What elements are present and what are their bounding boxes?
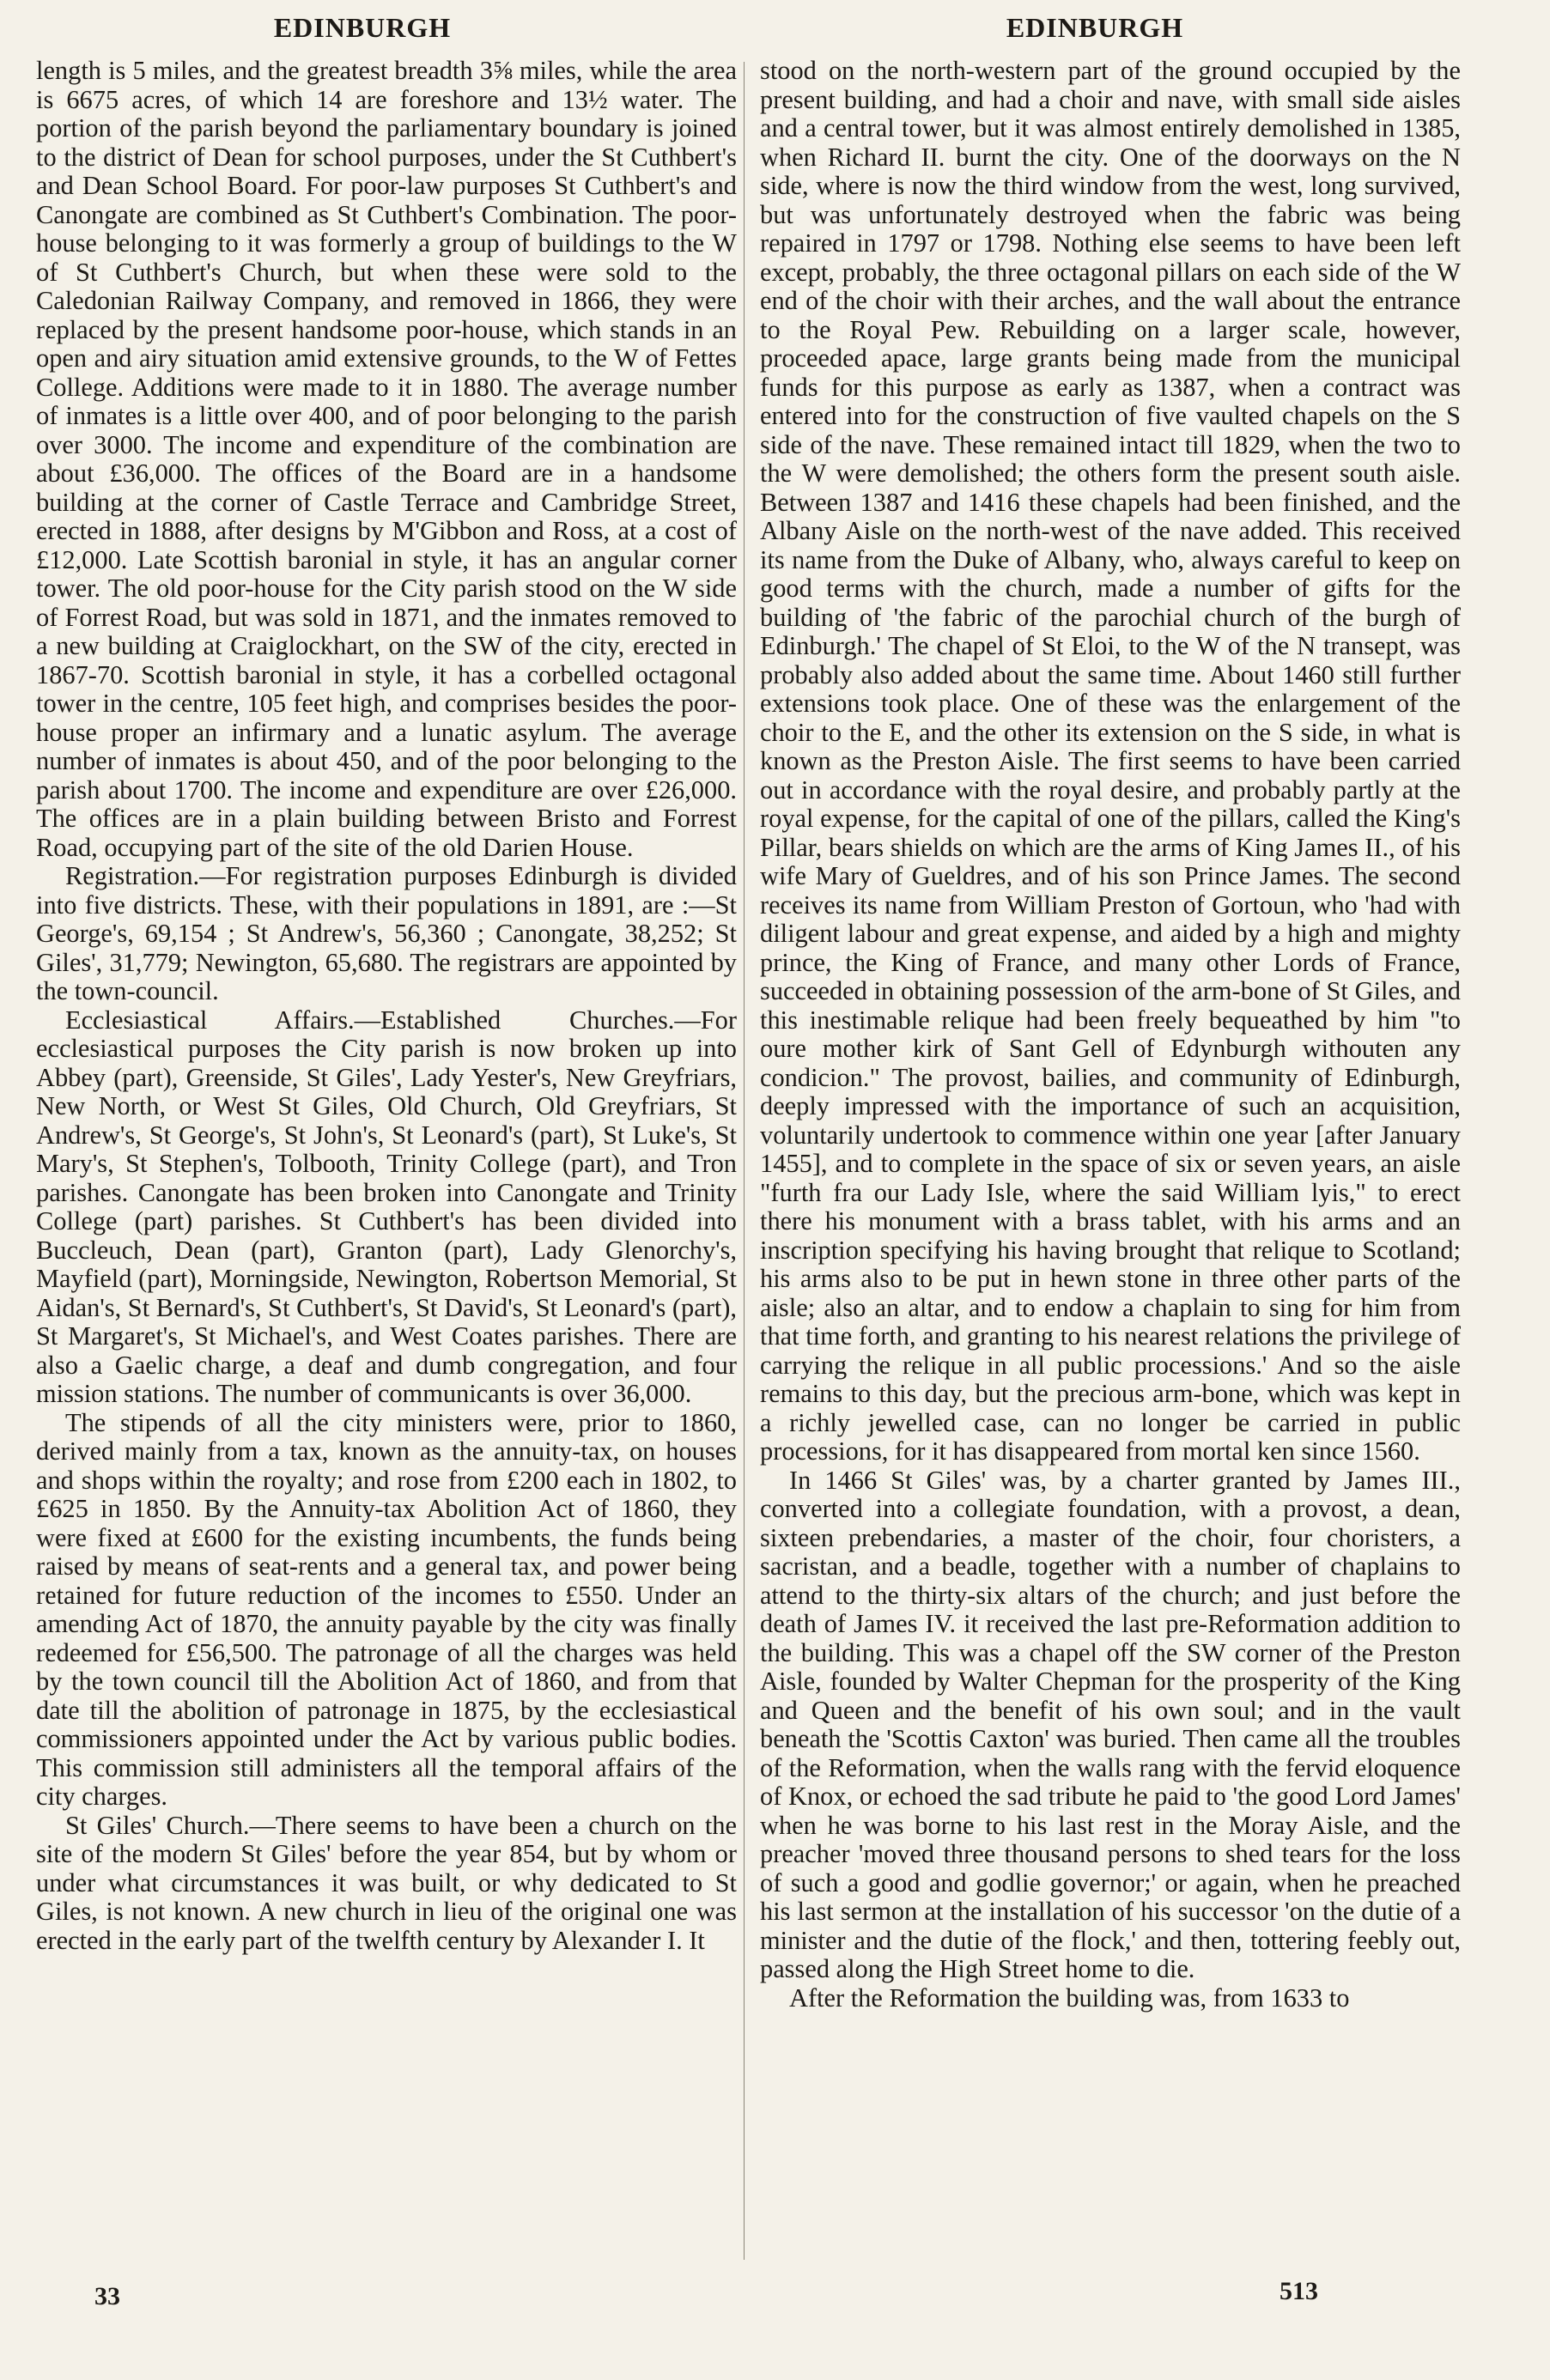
paragraph-registration: Registration.—For registration purposes Edinburgh is divided into five districts. These, with their populations in 1891, are :—St George's, 69,154 ; St Andrew's, 56,360 ; Canongate, 38,252; St Giles', 31,779; Newington, 65,680. The registrars are appointed by the town-council. <box>36 861 737 1005</box>
right-column <box>760 57 1461 2013</box>
paragraph-poor-law: length is 5 miles, and the greatest breadth 3⅝ miles, while the area is 6675 acres, of which 14 are foreshore and 13½ water. The portion of the parish beyond the parliamentary boundary is joined to the district of Dean for school purposes, under the St Cuthbert's and Dean School Board. For poor-law purposes St Cuthbert's and Canongate are combined as St Cuthbert's Combination. The poor-house belonging to it was formerly a group of buildings to the W of St Cuthbert's Church, but when these were sold to the Caledonian Railway Company, and removed in 1866, they were replaced by the present handsome poor-house, which stands in an open and airy situation amid extensive grounds, to the W of Fettes College. Additions were made to it in 1880. The average number of inmates is a little over 400, and of poor belonging to the parish over 3000. The income and expenditure of the combination are about £36,000. The offices of the Board are in a handsome building at the corner of Castle Terrace and Cambridge Street, erected in 1888, after designs by M'Gibbon and Ross, at a cost of £12,000. Late Scottish baronial in style, it has an angular corner tower. The old poor-house for the City parish stood on the W side of Forrest Road, but was sold in 1871, and the inmates removed to a new building at Craiglockhart, on the SW of the city, erected in 1867-70. Scottish baronial in style, it has a corbelled octagonal tower in the centre, 105 feet high, and comprises besides the poor-house proper an infirmary and a lunatic asylum. The average number of inmates is about 450, and of the poor belonging to the parish about 1700. The income and expenditure are over £26,000. The offices are in a plain building between Bristo and Forrest Road, occupying part of the site of the old Darien House. <box>36 56 737 862</box>
left-column <box>36 57 737 1955</box>
paragraph-rebuilding: stood on the north-western part of the ground occupied by the present building, and had a choir and nave, with small side aisles and a central tower, but it was almost entirely demolished in 1385, when Richard II. burnt the city. One of the doorways on the N side, where is now the third window from the west, long survived, but was unfortunately destroyed when the fabric was being repaired in 1797 or 1798. Nothing else seems to have been left except, probably, the three octagonal pillars on each side of the W end of the choir with their arches, and the wall about the entrance to the Royal Pew. Rebuilding on a larger scale, however, proceeded apace, large grants being made from the municipal funds for this purpose as early as 1387, when a contract was entered into for the construction of five vaulted chapels on the S side of the nave. These remained intact till 1829, when the two to the W were demolished; the others form the present south aisle. Between 1387 and 1416 these chapels had been finished, and the Albany Aisle on the north-west of the nave added. This received its name from the Duke of Albany, who, always careful to keep on good terms with the church, made a number of gifts for the building of 'the fabric of the parochial church of the burgh of Edinburgh.' The chapel of St Eloi, to the W of the N transept, was probably also added about the same time. About 1460 still further extensions took place. One of these was the enlargement of the choir to the E, and the other its extension on the S side, in what is known as the Preston Aisle. The first seems to have been carried out in accordance with the royal desire, and probably partly at the royal expense, for the capital of one of the pillars, called the King's Pillar, bears shields on which are the arms of King James II., of his wife Mary of Gueldres, and of his son Prince James. The second receives its name from William Preston of Gortoun, who 'had with diligent labour and great expense, and aided by a high and mighty prince, the King of France, and many other Lords of France, succeeded in obtaining possession of the arm-bone of St Giles, and this inestimable relique had been freely bequeathed by him "to oure mother kirk of Sant Gell of Edynburgh withouten any condicion." The provost, bailies, and community of Edinburgh, deeply impressed with the importance of such an acquisition, voluntarily undertook to commence within one year [after January 1455], and to complete in the space of six or seven years, an aisle "furth fra our Lady Isle, where the said William lyis," to erect there his monument with a brass tablet, with his arms and an inscription specifying his having brought that relique to Scotland; his arms also to be put in hewn stone in three other parts of the aisle; also an altar, and to endow a chaplain to sing for him from that time forth, and granting to his nearest relations the privilege of carrying the relique in all public processions.' And so the aisle remains to this day, but the precious arm-bone, which was kept in a richly jewelled case, can no longer be carried in public processions, for it has disappeared from mortal ken since 1560. <box>760 56 1461 1466</box>
paragraph-after-reformation: After the Reformation the building was, from 1633 to <box>789 1982 1350 2013</box>
paragraph-collegiate: In 1466 St Giles' was, by a charter granted by James III., converted into a collegiate foundation, with a provost, a dean, sixteen prebendaries, a master of the choir, four choristers, a sacristan, and a beadle, together with a number of chaplains to attend to the thirty-six altars of the church; and just before the death of James IV. it received the last pre-Reformation addition to the building. This was a chapel off the SW corner of the Preston Aisle, founded by Walter Chepman for the prosperity of the King and Queen and the benefit of his own soul; and in the vault beneath the 'Scottis Caxton' was buried. Then came all the troubles of the Reformation, when the walls rang with the fervid eloquence of Knox, or echoed the sad tribute he paid to 'the good Lord James' when he was borne to his last rest in the Moray Aisle, and the preacher 'moved three thousand persons to shed tears for the loss of such a good and godlie governor;' or again, when he preached his last sermon at the installation of his successor 'on the dutie of a minister and the dutie of the flock,' and then, tottering feebly out, passed along the High Street home to die. <box>760 1465 1461 1983</box>
page-number: 513 <box>1280 2277 1318 2305</box>
paragraph-stipends: The stipends of all the city ministers were, prior to 1860, derived mainly from a tax, known as the annuity-tax, on houses and shops within the royalty; and rose from £200 each in 1802, to £625 in 1850. By the Annuity-tax Abolition Act of 1860, they were fixed at £600 for the existing incumbents, the funds being raised by means of seat-rents and a general tax, and power being retained for future reduction of the incomes to £550. Under an amending Act of 1870, the annuity payable by the city was finally redeemed for £56,500. The patronage of all the charges was held by the town council till the Abolition Act of 1860, and from that date till the abolition of patronage in 1875, by the ecclesiastical commissioners appointed under the Act by various public bodies. This commission still administers all the temporal affairs of the city charges. <box>36 1407 737 1811</box>
paragraph-st-giles: St Giles' Church.—There seems to have been a church on the site of the modern St Giles' before the year 854, but by whom or under what circumstances it was built, or why dedicated to St Giles, is not known. A new church in lieu of the original one was erected in the early part of the twelfth century by Alexander I. It <box>36 1810 737 1955</box>
signature-mark: 33 <box>94 2282 120 2310</box>
running-head-right: EDINBURGH <box>1006 12 1184 43</box>
running-head-left: EDINBURGH <box>273 12 452 43</box>
paragraph-ecclesiastical: Ecclesiastical Affairs.—Established Churches.—For ecclesiastical purposes the City parish is now broken up into Abbey (part), Greenside, St Giles', Lady Yester's, New Greyfriars, New North, or West St Giles, Old Church, Old Greyfriars, St Andrew's, St George's, St John's, St Leonard's (part), St Luke's, St Mary's, St Stephen's, Tolbooth, Trinity College (part), and Tron parishes. Canongate has been broken into Canongate and Trinity College (part) parishes. St Cuthbert's has been divided into Buccleuch, Dean (part), Granton (part), Lady Glenorchy's, Mayfield (part), Morningside, Newington, Robertson Memorial, St Aidan's, St Bernard's, St Cuthbert's, St David's, St Leonard's (part), St Margaret's, St Michael's, and West Coates parishes. There are also a Gaelic charge, a deaf and dumb congregation, and four mission stations. The number of communicants is over 36,000. <box>36 1005 737 1408</box>
column-divider <box>744 62 745 2260</box>
